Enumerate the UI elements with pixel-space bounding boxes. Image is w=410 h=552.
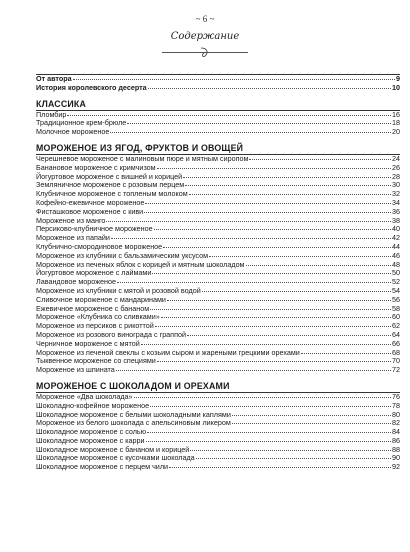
dot-leader [209, 256, 391, 257]
toc-entry-page: 58 [392, 303, 400, 313]
toc-entry-title: Шоколадно-кофейное мороженое [36, 400, 150, 410]
toc-entry-page: 92 [392, 462, 400, 472]
toc-entry-page: 30 [392, 180, 400, 190]
dot-leader [73, 79, 395, 80]
toc-entry-page: 60 [392, 312, 400, 322]
toc-entry [36, 463, 400, 472]
toc-entry-title: Ежевичное мороженое с бананом [36, 303, 150, 313]
toc-entry-title: Шоколадное мороженое с карри [36, 435, 145, 445]
dot-leader [301, 353, 391, 354]
flourish-icon [199, 46, 211, 58]
toc-entry-page: 28 [392, 171, 400, 181]
dot-leader [196, 458, 391, 459]
toc-entry-title: Шоколадное мороженое с солью [36, 427, 147, 437]
section-heading: МОРОЖЕНОЕ С ШОКОЛАДОМ И ОРЕХАМИ [36, 380, 230, 391]
dot-leader [67, 115, 391, 116]
dot-leader [134, 397, 391, 398]
dot-leader [150, 406, 391, 407]
dot-leader [116, 370, 391, 371]
dot-leader [249, 159, 391, 160]
toc-entry-title: Мороженое из печеных яблок с корицей и мятным шоколадом [36, 259, 245, 269]
toc-entry-title: Мороженое «Клубника со сливками» [36, 312, 160, 322]
toc-entry-title: Шоколадное мороженое с перцем чили [36, 462, 169, 472]
toc-entry-title: Мороженое из клубники с бальзамическим уксусом [36, 250, 209, 260]
toc-entry-title: Шоколадное мороженое с белыми шоколадными каплями [36, 409, 231, 419]
toc-entry-page: 80 [392, 409, 400, 419]
toc-entry-page: 32 [392, 189, 400, 199]
toc-entry-page: 16 [392, 109, 400, 119]
dot-leader [146, 441, 391, 442]
dot-leader [163, 247, 391, 248]
toc-entry-page: 54 [392, 285, 400, 295]
toc-entry-page: 9 [396, 74, 400, 83]
toc-entry-title: Мороженое из манго [36, 215, 106, 225]
dot-leader [232, 415, 391, 416]
toc-entry-title: Мороженое из розового винограда с граппой [36, 329, 186, 339]
section-heading: МОРОЖЕНОЕ ИЗ ЯГОД, ФРУКТОВ И ОВОЩЕЙ [36, 142, 244, 153]
dot-leader [202, 291, 391, 292]
toc-entry-page: 40 [392, 224, 400, 234]
dot-leader [187, 335, 391, 336]
toc-entry-title: Шоколадное мороженое с кусочками шоколада [36, 453, 195, 463]
toc-entry-title: Тыквенное мороженое со специями [36, 356, 156, 366]
toc-entry-page: 86 [392, 435, 400, 445]
toc-entry-title: Мороженое из клубники с мятой и розовой водой [36, 285, 201, 295]
dot-leader [183, 177, 391, 178]
dot-leader [167, 300, 391, 301]
dot-leader [161, 317, 391, 318]
toc-entry-page: 70 [392, 356, 400, 366]
dot-leader [190, 450, 391, 451]
dot-leader [106, 221, 391, 222]
toc-entry-title: Черничное мороженое с мятой [36, 338, 140, 348]
toc-entry-page: 78 [392, 400, 400, 410]
toc-entry-page: 72 [392, 365, 400, 375]
toc-entry-title: Мороженое из шпината [36, 365, 115, 375]
toc-entry-page: 62 [392, 321, 400, 331]
toc-entry-title: Кофейно-ежевичное мороженое [36, 197, 145, 207]
toc-entry-title: Фисташковое мороженое с киви [36, 206, 144, 216]
toc-entry-page: 48 [392, 259, 400, 269]
toc-entry-title: Йогуртовое мороженое с лаймами [36, 268, 152, 278]
toc-entry-page: 46 [392, 250, 400, 260]
toc-entry-page: 20 [392, 127, 400, 137]
dot-leader [232, 423, 391, 424]
dot-leader [152, 273, 391, 274]
toc-entry-title: Сливочное мороженое с мандаринами [36, 294, 166, 304]
toc-entry-title: Клубничное мороженое с топленым молоком [36, 189, 188, 199]
toc-entry-title: Пломбир [36, 109, 67, 119]
dot-leader [141, 344, 391, 345]
toc-entry-page: 66 [392, 338, 400, 348]
toc-entry-page: 64 [392, 329, 400, 339]
dot-leader [154, 229, 391, 230]
toc-section [36, 143, 400, 375]
toc-entry-page: 56 [392, 294, 400, 304]
toc-entry-title: Мороженое из белого шоколада с апельсиновым ликером [36, 418, 231, 428]
dot-leader [145, 203, 391, 204]
toc-section [36, 99, 400, 137]
dot-leader [127, 123, 391, 124]
section-heading: КЛАССИКА [36, 98, 87, 109]
table-of-contents [36, 74, 400, 478]
toc-section [36, 381, 400, 472]
toc-entry-title: Земляничное мороженое с розовым перцем [36, 180, 185, 190]
toc-entry-page: 68 [392, 347, 400, 357]
toc-entry-page: 90 [392, 453, 400, 463]
toc-entry [36, 84, 400, 93]
toc-entry-page: 82 [392, 418, 400, 428]
toc-entry-page: 52 [392, 277, 400, 287]
dot-leader [150, 309, 391, 310]
toc-entry-page: 42 [392, 233, 400, 243]
dot-leader [147, 432, 391, 433]
toc-entry-page: 50 [392, 268, 400, 278]
dot-leader [246, 265, 391, 266]
dot-leader [148, 88, 391, 89]
dot-leader [185, 185, 391, 186]
dot-leader [157, 168, 391, 169]
toc-entry-page: 84 [392, 427, 400, 437]
toc-entry-title: Банановое мороженое с кримчизом [36, 162, 156, 172]
toc-entry-title: Молочное мороженое [36, 127, 110, 137]
toc-entry-page: 26 [392, 162, 400, 172]
toc-entry [36, 128, 400, 137]
dot-leader [117, 282, 391, 283]
dot-leader [157, 361, 391, 362]
dot-leader [144, 212, 391, 213]
intro-section [36, 74, 400, 93]
dot-leader [110, 132, 391, 133]
toc-entry-title: Лавандовое мороженое [36, 277, 116, 287]
toc-entry-title: Мороженое «Два шоколада» [36, 391, 133, 401]
toc-entry-page: 18 [392, 118, 400, 128]
toc-entry-title: Персиково-клубничное мороженое [36, 224, 153, 234]
toc-entry-title: От автора [36, 74, 72, 83]
toc-entry-page: 34 [392, 197, 400, 207]
toc-entry-title: Клубнично-смородиновое мороженое [36, 241, 163, 251]
toc-entry-title: Традиционное крем-брюле [36, 118, 127, 128]
toc-entry-title: Черешневое мороженое с малиновым пюре и мятным сиропом [36, 153, 249, 163]
toc-entry-page: 10 [392, 82, 400, 92]
dot-leader [155, 326, 391, 327]
toc-entry-title: Шоколадное мороженое с бананом и корицей [36, 444, 190, 454]
dot-leader [111, 238, 391, 239]
toc-entry-title: Йогуртовое мороженое с вишней и корицей [36, 171, 183, 181]
toc-entry-title: История королевского десерта [36, 82, 147, 92]
toc-sections [36, 99, 400, 472]
dot-leader [169, 467, 391, 468]
page-title: Содержание [170, 31, 240, 42]
toc-entry-title: Мороженое из печеной свеклы с козьим сыром и жареными грецкими орехами [36, 347, 300, 357]
toc-entry-page: 76 [392, 391, 400, 401]
toc-entry-page: 24 [392, 153, 400, 163]
toc-entry-title: Мороженое из папайи [36, 233, 110, 243]
toc-entry-page: 38 [392, 215, 400, 225]
toc-entry [36, 366, 400, 375]
dot-leader [189, 194, 391, 195]
toc-entry-title: Мороженое из персиков с рикоттой [36, 321, 154, 331]
toc-entry-page: 36 [392, 206, 400, 216]
page-number: ~ 6 ~ [195, 14, 215, 24]
toc-entry-page: 44 [392, 241, 400, 251]
toc-entry-page: 88 [392, 444, 400, 454]
